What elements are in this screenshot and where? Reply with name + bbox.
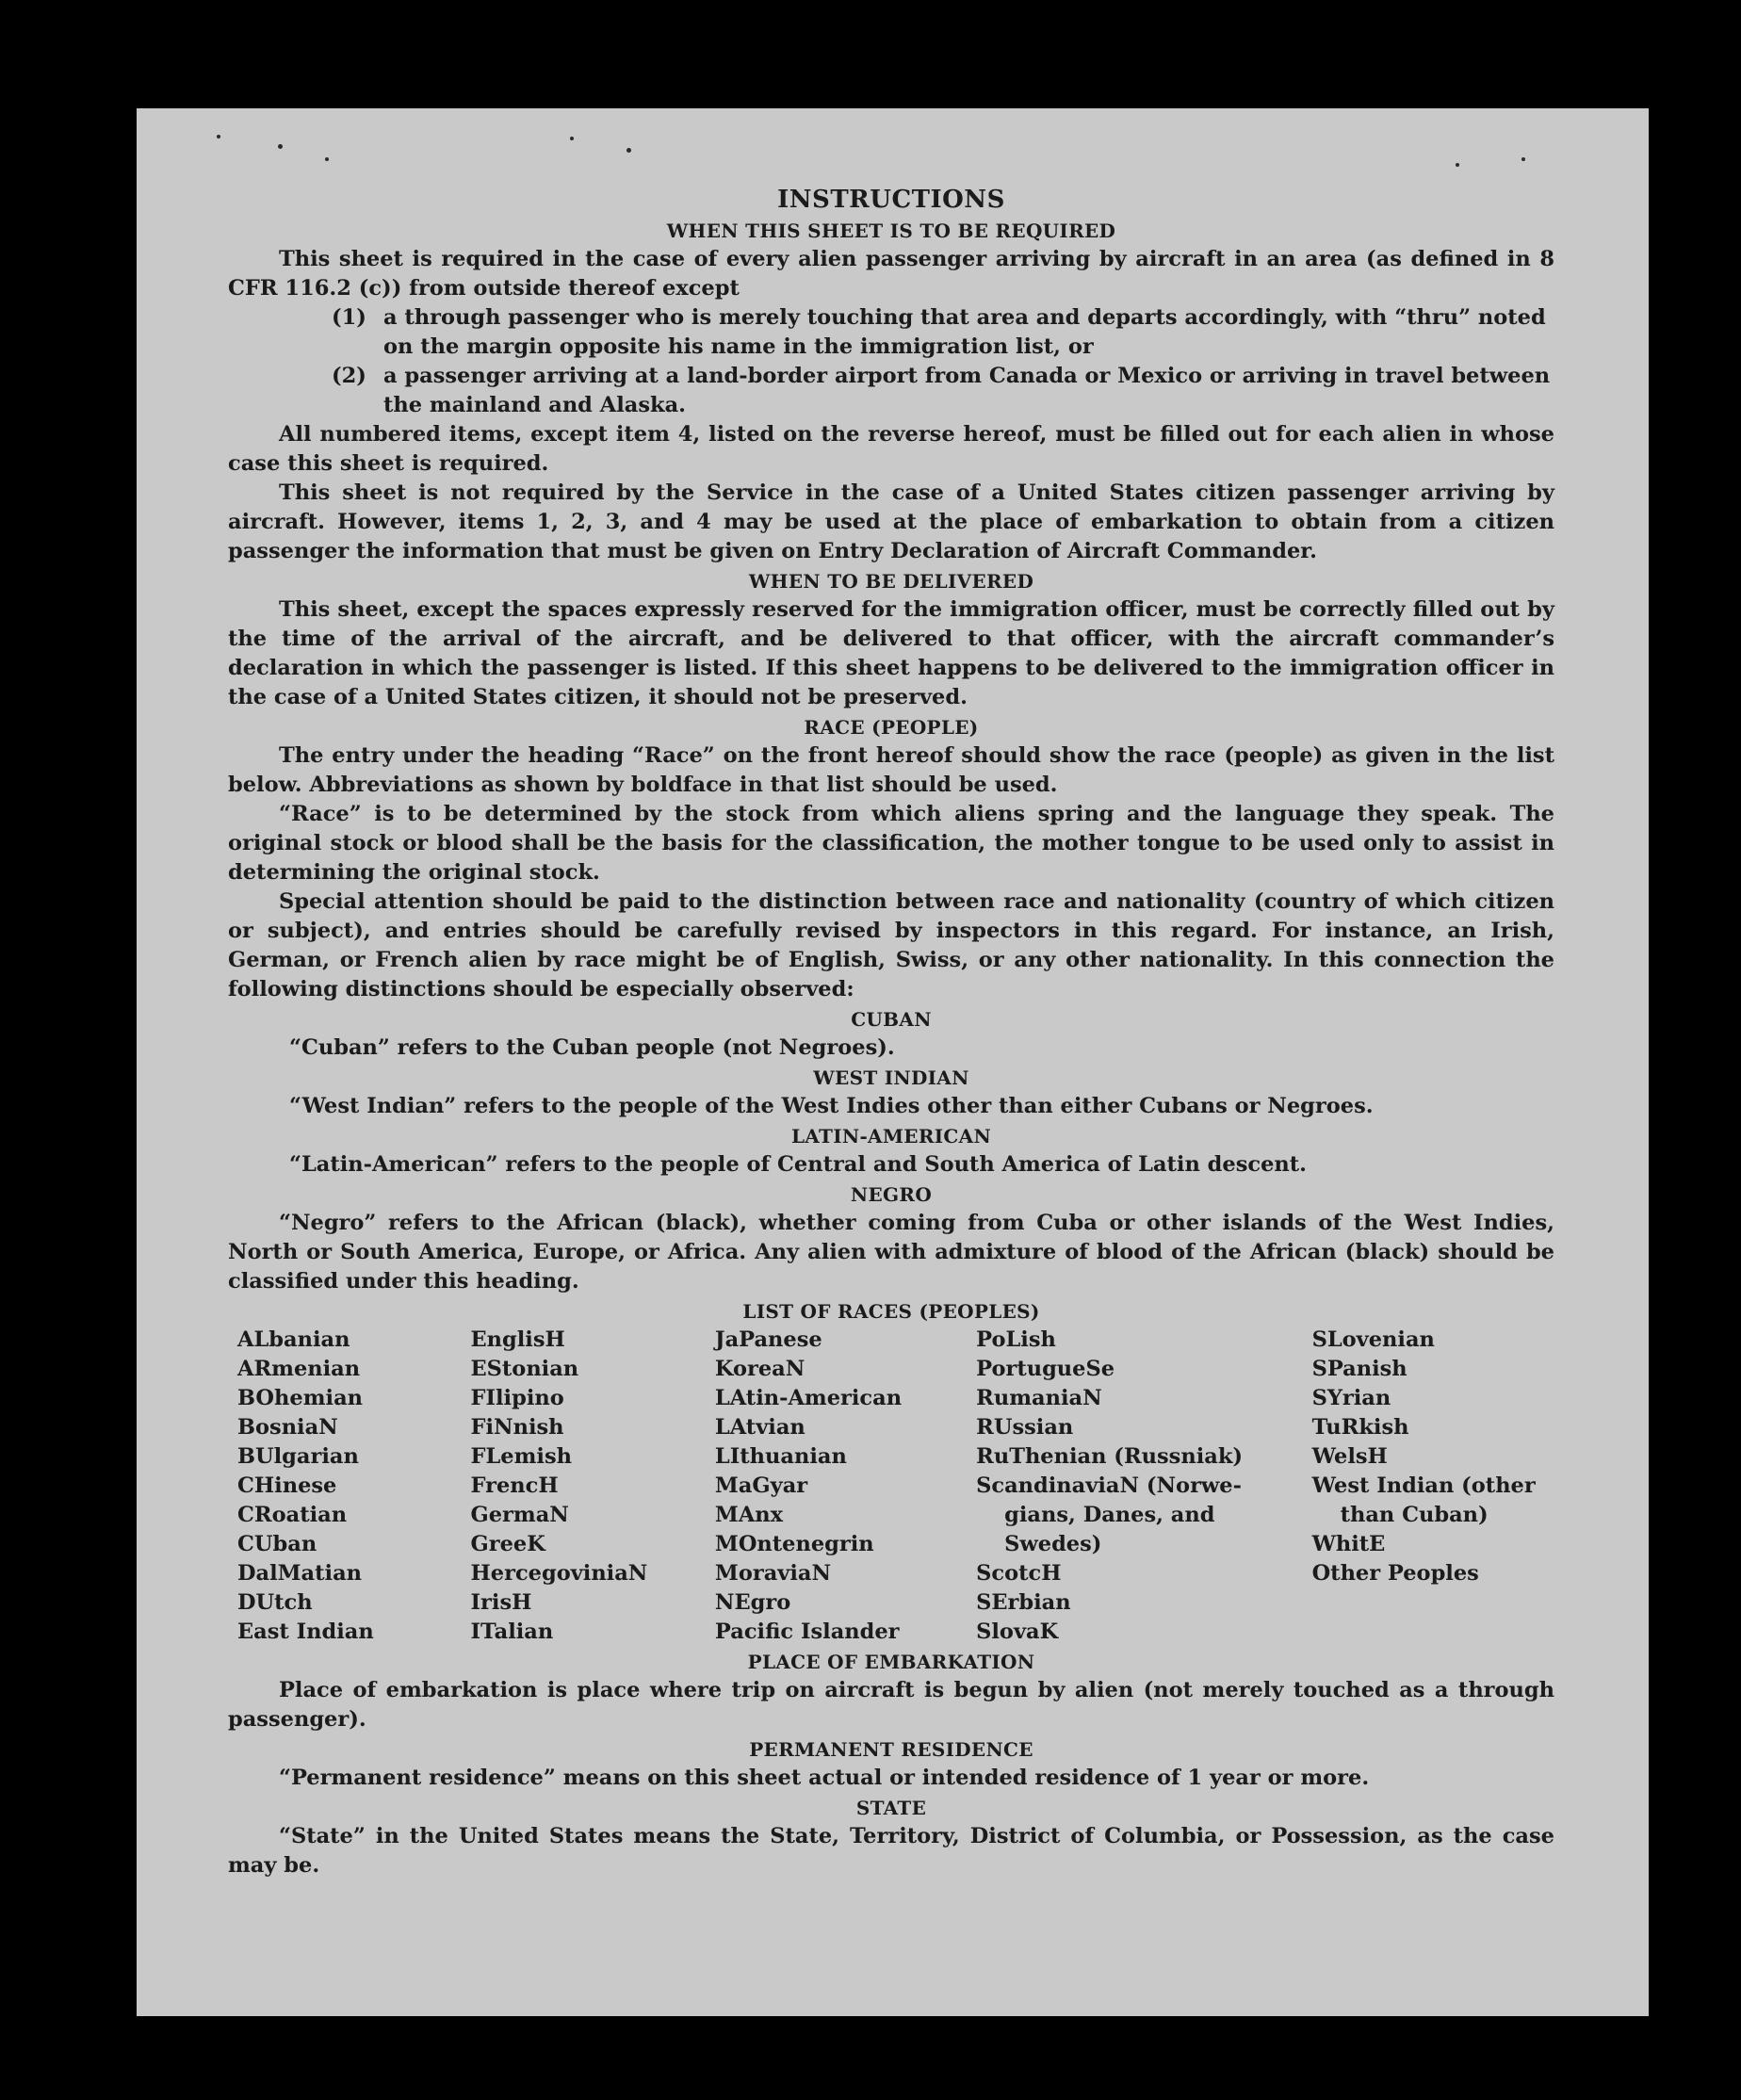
race-entry: FiNnish bbox=[470, 1415, 564, 1440]
citizen-note: This sheet is not required by the Service in the case of a United States citizen passenger arriving by aircraft. However, items 1, 2, 3, and 4 may be used at the place of embarkation to obtain from a citizen passenger the information that must be given on Entry Declaration of Aircraft Commander. bbox=[228, 480, 1554, 563]
heading-state: STATE bbox=[855, 1797, 927, 1819]
race-entry: CRoatian bbox=[237, 1503, 348, 1527]
race-entry: ARmenian bbox=[237, 1357, 361, 1381]
exception-item bbox=[228, 362, 1554, 420]
race-entry: ALbanian bbox=[237, 1327, 350, 1352]
race-entry: Pacific Islander bbox=[714, 1620, 900, 1644]
race-entry: TuRkish bbox=[1311, 1415, 1409, 1440]
scan-speck bbox=[626, 148, 631, 153]
heading-cuban: CUBAN bbox=[851, 1008, 932, 1031]
race-paragraph-2: “Race” is to be determined by the stock from which aliens spring and the language they speak. The original stock or blood shall be the basis for the classification, the mother tongue to be used only to assist in determining the original stock. bbox=[228, 802, 1554, 885]
race-entry: BOhemian bbox=[237, 1386, 364, 1410]
race-entry: RuThenian (Russniak) bbox=[976, 1444, 1244, 1469]
scan-speck bbox=[325, 157, 329, 161]
race-entry: MOntenegrin bbox=[714, 1532, 874, 1556]
scan-speck bbox=[1456, 163, 1459, 167]
exception-item bbox=[228, 303, 1554, 362]
race-entry: East Indian bbox=[237, 1620, 374, 1644]
heading-negro: NEGRO bbox=[850, 1183, 933, 1206]
race-entry: FIlipino bbox=[470, 1386, 564, 1410]
race-entry: NEgro bbox=[714, 1590, 791, 1615]
state-text: “State” in the United States means the State, Territory, District of Columbia, or Possession, as the case may be. bbox=[228, 1824, 1554, 1878]
races-column-5 bbox=[1312, 1326, 1554, 1647]
race-entry: HercegoviniaN bbox=[470, 1561, 648, 1586]
exception-text: a through passenger who is merely touching that area and departs accordingly, with “thru” noted on the margin opposite his name in the immigration list, or bbox=[383, 305, 1546, 359]
race-entry: WhitE bbox=[1311, 1532, 1386, 1556]
race-entry: RUssian bbox=[976, 1415, 1074, 1440]
race-entry: IrisH bbox=[470, 1590, 532, 1615]
race-entry: BUlgarian bbox=[237, 1444, 359, 1469]
race-entry-continuation: Swedes) bbox=[1004, 1532, 1102, 1556]
race-entry: FLemish bbox=[470, 1444, 573, 1469]
page-title: INSTRUCTIONS bbox=[777, 186, 1005, 214]
race-entry: LAtin-American bbox=[714, 1386, 903, 1410]
west-indian-text: “West Indian” refers to the people of the West Indies other than either Cubans or Negroes. bbox=[289, 1094, 1374, 1118]
race-paragraph-3: Special attention should be paid to the distinction between race and nationality (country of which citizen or subject), and entries should be carefully revised by inspectors in this regard. For instance, an Irish, German, or French alien by race might be of English, Swiss, or any other nationality. In this connection the following distinctions should be especially observed: bbox=[228, 889, 1554, 1001]
race-entry: PortugueSe bbox=[976, 1357, 1115, 1381]
race-entry: EnglisH bbox=[470, 1327, 565, 1352]
race-entry: RumaniaN bbox=[976, 1386, 1102, 1410]
race-entry: ScandinaviaN (Norwe- bbox=[976, 1473, 1242, 1498]
race-entry: MAnx bbox=[714, 1503, 784, 1527]
residence-text: “Permanent residence” means on this sheet actual or intended residence of 1 year or more. bbox=[279, 1766, 1370, 1790]
heading-race: RACE (PEOPLE) bbox=[804, 716, 979, 739]
heading-when-delivered: WHEN TO BE DELIVERED bbox=[748, 570, 1034, 593]
race-paragraph-1: The entry under the heading “Race” on the front hereof should show the race (people) as given in the list below. Abbreviations as shown by boldface in that list should be used. bbox=[228, 743, 1554, 797]
race-entry: GreeK bbox=[470, 1532, 545, 1556]
race-entry: LIthuanian bbox=[714, 1444, 847, 1469]
scan-speck bbox=[1521, 157, 1525, 161]
race-entry: SPanish bbox=[1311, 1357, 1407, 1381]
numbered-items-note: All numbered items, except item 4, listed on the reverse hereof, must be filled out for each alien in whose case this sheet is required. bbox=[228, 422, 1554, 476]
race-entry: SlovaK bbox=[976, 1620, 1059, 1644]
races-column-4 bbox=[976, 1326, 1311, 1647]
race-entry: ScotcH bbox=[976, 1561, 1062, 1586]
scan-speck bbox=[217, 135, 220, 138]
negro-text: “Negro” refers to the African (black), whether coming from Cuba or other islands of the West Indies, North or South America, Europe, or Africa. Any alien with admixture of blood of the African (black) should be classified under this heading. bbox=[228, 1211, 1554, 1294]
race-entry: SYrian bbox=[1311, 1386, 1391, 1410]
race-entry: ITalian bbox=[470, 1620, 554, 1644]
heading-latin-american: LATIN-AMERICAN bbox=[790, 1125, 992, 1148]
races-column-3 bbox=[715, 1326, 976, 1647]
race-entry: EStonian bbox=[470, 1357, 579, 1381]
race-entry: SLovenian bbox=[1311, 1327, 1435, 1352]
scan-speck bbox=[278, 144, 283, 149]
heading-permanent-residence: PERMANENT RESIDENCE bbox=[749, 1738, 1033, 1761]
race-entry: CUban bbox=[237, 1532, 317, 1556]
embarkation-text: Place of embarkation is place where trip on aircraft is begun by alien (not merely touched as a through passenger). bbox=[228, 1678, 1554, 1732]
race-entry: KoreaN bbox=[714, 1357, 805, 1381]
required-intro: This sheet is required in the case of every alien passenger arriving by aircraft in an area (as defined in 8 CFR 116.2 (c)) from outside thereof except bbox=[228, 247, 1554, 301]
race-entry: Other Peoples bbox=[1311, 1561, 1479, 1586]
latin-american-text: “Latin-American” refers to the people of Central and South America of Latin descent. bbox=[289, 1152, 1307, 1177]
exception-number: (1) bbox=[332, 305, 366, 330]
races-column-2 bbox=[471, 1326, 715, 1647]
heading-west-indian: WEST INDIAN bbox=[813, 1066, 969, 1089]
race-entry: DalMatian bbox=[237, 1561, 363, 1586]
race-entry: West Indian (other bbox=[1311, 1473, 1536, 1498]
heading-list-of-races: LIST OF RACES (PEOPLES) bbox=[742, 1300, 1040, 1323]
race-entry: BosniaN bbox=[237, 1415, 338, 1440]
race-entry: FrencH bbox=[470, 1473, 559, 1498]
race-entry: MoraviaN bbox=[714, 1561, 832, 1586]
race-entry: GermaN bbox=[470, 1503, 569, 1527]
exception-text: a passenger arriving at a land-border airport from Canada or Mexico or arriving in travel between the mainland and Alaska. bbox=[383, 364, 1551, 417]
race-entry: WelsH bbox=[1311, 1444, 1388, 1469]
race-entry: MaGyar bbox=[714, 1473, 808, 1498]
race-entry: DUtch bbox=[237, 1590, 313, 1615]
races-list bbox=[228, 1326, 1554, 1647]
heading-when-required: WHEN THIS SHEET IS TO BE REQUIRED bbox=[666, 220, 1116, 242]
delivered-text: This sheet, except the spaces expressly reserved for the immigration officer, must be correctly filled out by the time of the arrival of the aircraft, and be delivered to that officer, with the aircraft commander’s declaration in which the passenger is listed. If this sheet happens to be delivered to the immigration officer in the case of a United States citizen, it should not be preserved. bbox=[228, 597, 1554, 709]
race-entry-continuation: gians, Danes, and bbox=[1004, 1503, 1215, 1527]
race-entry: SErbian bbox=[976, 1590, 1071, 1615]
heading-place-of-embarkation: PLACE OF EMBARKATION bbox=[747, 1651, 1035, 1673]
instruction-sheet bbox=[137, 108, 1649, 2016]
race-entry: JaPanese bbox=[714, 1327, 822, 1352]
races-column-1 bbox=[237, 1326, 471, 1647]
race-entry: CHinese bbox=[237, 1473, 337, 1498]
race-entry-continuation: than Cuban) bbox=[1340, 1503, 1489, 1527]
race-entry: PoLish bbox=[976, 1327, 1056, 1352]
exception-number: (2) bbox=[332, 364, 366, 388]
cuban-text: “Cuban” refers to the Cuban people (not Negroes). bbox=[289, 1035, 895, 1060]
race-entry: LAtvian bbox=[714, 1415, 805, 1440]
scan-speck bbox=[570, 137, 574, 140]
